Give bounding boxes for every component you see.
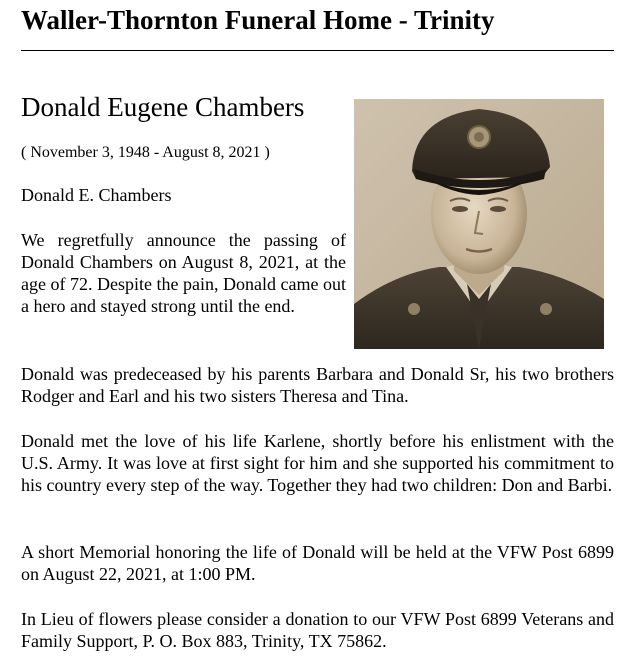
site-title: Waller-Thornton Funeral Home - Trinity [21, 5, 495, 35]
obituary-paragraph-3: Donald met the love of his life Karlene, shortly before his enlistment with the U.S. Army. It was love at first sight for him and she supported his commitment to his country every step of the way. Together they had two children: Don and Barbi. [21, 431, 614, 495]
obituary-paragraph-1: We regretfully announce the passing of Donald Chambers on August 8, 2021, at the age of 72. Despite the pain, Donald came out a hero and stayed strong until the end. [21, 230, 346, 316]
life-dates: ( November 3, 1948 - August 8, 2021 ) [21, 144, 270, 161]
obituary-paragraph-2: Donald was predeceased by his parents Barbara and Donald Sr, his two brothers Rodger and Earl and his two sisters Theresa and Tina. [21, 364, 614, 406]
portrait-photo [354, 99, 604, 349]
header-divider [21, 50, 614, 51]
decedent-name: Donald Eugene Chambers [21, 92, 305, 122]
obituary-paragraph-5: In Lieu of flowers please consider a donation to our VFW Post 6899 Veterans and Family Support, P. O. Box 883, Trinity, TX 75862. [21, 609, 614, 651]
decedent-alias: Donald E. Chambers [21, 185, 172, 205]
obituary-paragraph-4: A short Memorial honoring the life of Donald will be held at the VFW Post 6899 on August 22, 2021, at 1:00 PM. [21, 542, 614, 584]
